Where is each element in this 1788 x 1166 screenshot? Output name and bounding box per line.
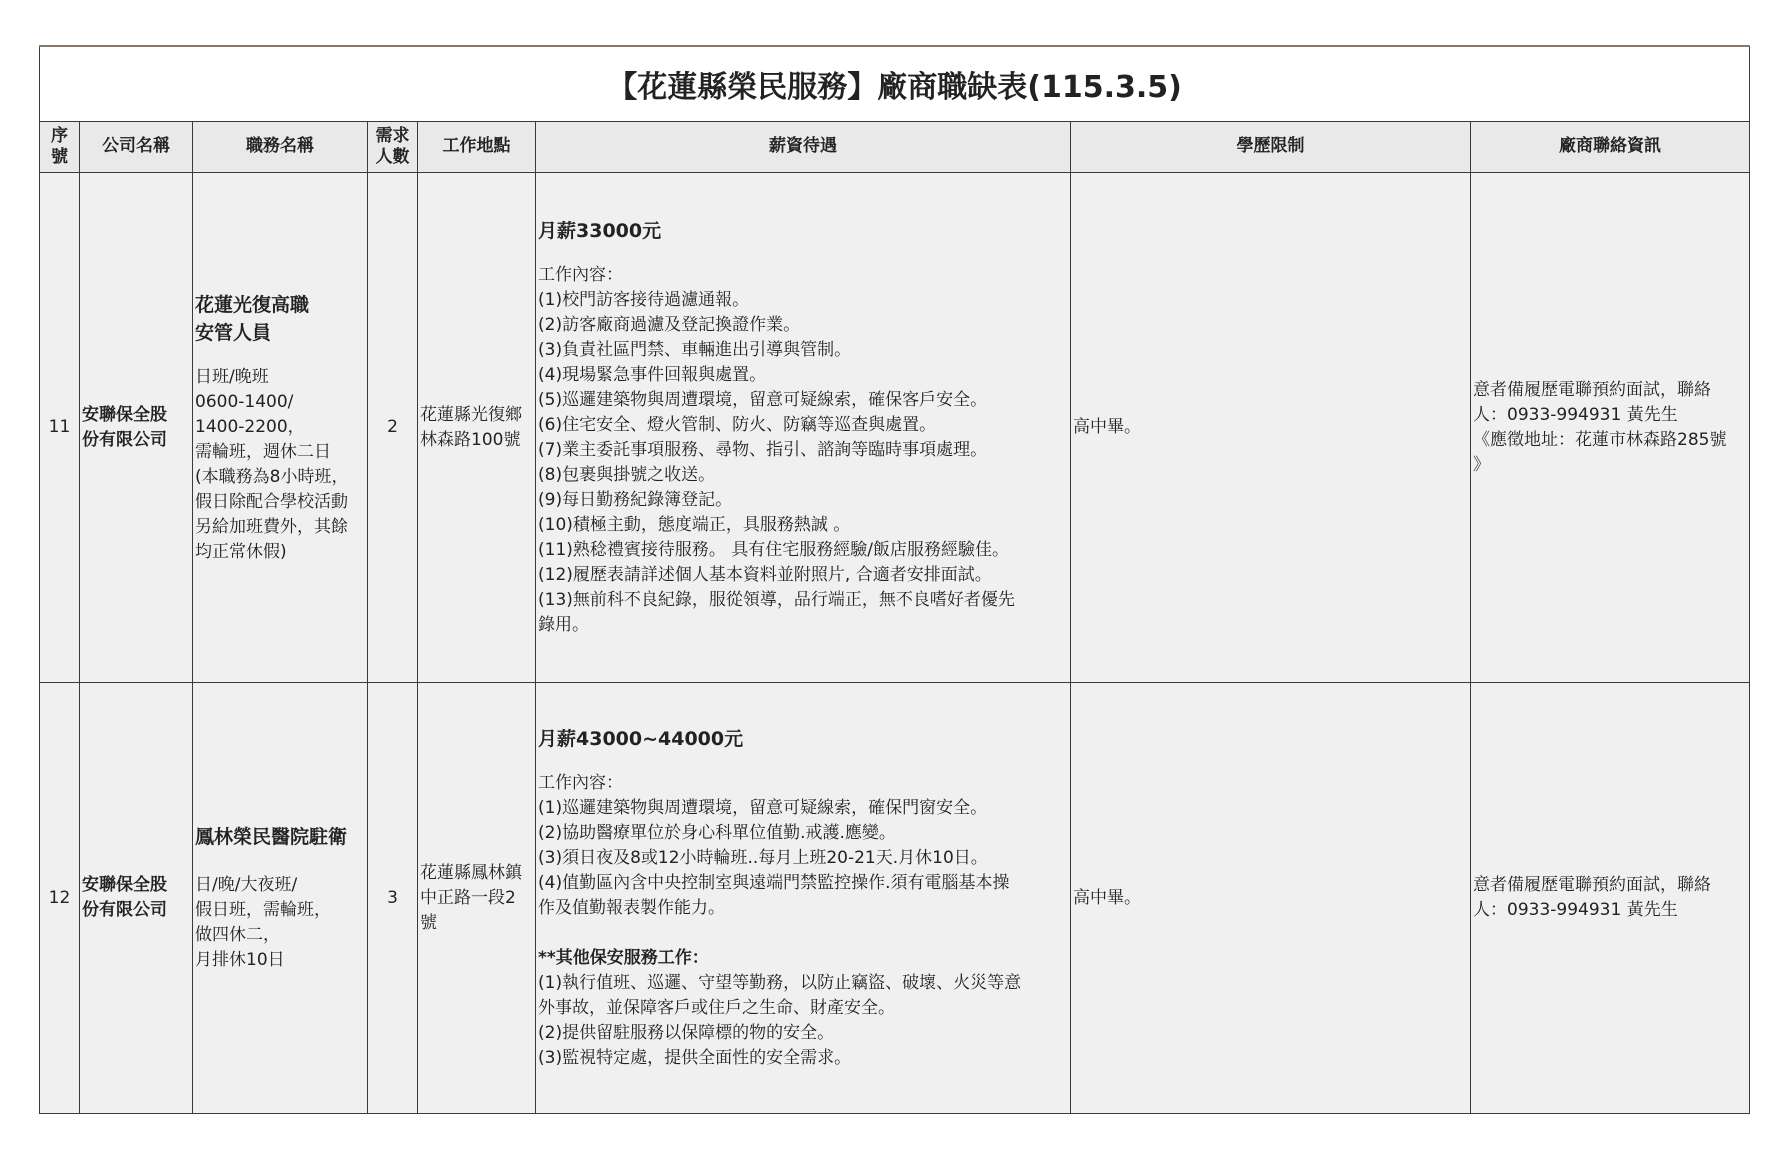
position-detail-line: 1400-2200，	[195, 416, 305, 437]
position-detail-line: 假日除配合學校活動	[195, 491, 348, 512]
position-details	[195, 873, 365, 973]
duty-line: (9)每日勤務紀錄簿登記。	[538, 490, 733, 510]
duty-line: (2)協助醫療單位於身心科單位值勤.戒護.應變。	[538, 823, 896, 843]
position-detail-line: 假日班，需輪班，	[195, 900, 331, 920]
position-detail-line: 均正常休假)	[195, 541, 287, 562]
position-title-line: 鳳林榮民醫院駐衛	[195, 826, 348, 848]
salary-cell	[536, 683, 1071, 1114]
salary-cell	[536, 173, 1071, 683]
other-duties-label: **其他保安服務工作：	[538, 948, 709, 968]
location-line: 花蓮縣光復鄉	[420, 404, 522, 425]
duty-line: (1)校門訪客接待過濾通報。	[538, 290, 750, 310]
position-title	[195, 823, 365, 851]
position-title-line: 花蓮光復高職	[195, 293, 310, 316]
duty-line: (7)業主委託事項服務、尋物、指引、諮詢等臨時事項處理。	[538, 440, 988, 460]
duty-line: (11)熟稔禮賓接待服務。 具有住宅服務經驗/飯店服務經驗佳。	[538, 540, 1010, 560]
contact-line: 人：0933-994931 黃先生	[1473, 404, 1678, 425]
duty-line: (4)現場緊急事件回報與處置。	[538, 365, 767, 385]
contact-line: 《應徵地址：花蓮市林森路285號	[1473, 429, 1727, 450]
duty-line: 作及值勤報表製作能力。	[538, 898, 725, 918]
duty-line: 錄用。	[538, 615, 589, 635]
duty-line: (12)履歷表請詳述個人基本資料並附照片, 合適者安排面試。	[538, 565, 992, 585]
location-line: 林森路100號	[420, 429, 521, 450]
duties-label: 工作內容：	[538, 265, 623, 285]
headcount: 2	[368, 173, 418, 683]
spacer	[538, 921, 1068, 946]
duty-line: (3)負責社區門禁、車輛進出引導與管制。	[538, 340, 852, 360]
work-location	[418, 173, 536, 683]
contact-line: 意者備履歷電聯預約面試，聯絡	[1473, 875, 1711, 895]
position-detail-line: 0600-1400/	[195, 391, 294, 412]
duty-line: (6)住宅安全、燈火管制、防火、防竊等巡查與處置。	[538, 415, 937, 435]
contact-line: 》	[1473, 454, 1490, 475]
company-name-line: 安聯保全股	[82, 875, 167, 895]
contact-line: 意者備履歷電聯預約面試，聯絡	[1473, 379, 1711, 400]
position-title-line: 安管人員	[195, 321, 272, 344]
header-count-line: 需求	[375, 125, 410, 146]
position-detail-line: (本職務為8小時班，	[195, 466, 349, 487]
contact-info	[1471, 173, 1750, 683]
header-count-line: 人數	[375, 147, 410, 167]
header-location: 工作地點	[418, 122, 536, 173]
position-detail-line: 月排休10日	[195, 950, 285, 970]
other-duty-line: (1)執行值班、巡邏、守望等勤務，以防止竊盜、破壞、火災等意	[538, 973, 1022, 993]
position-detail-line: 做四休二，	[195, 925, 280, 945]
education-requirement: 高中畢。	[1071, 683, 1471, 1114]
table-row	[40, 173, 1750, 683]
header-education: 學歷限制	[1071, 122, 1471, 173]
education-requirement: 高中畢。	[1071, 173, 1471, 683]
company-name-line: 份有限公司	[82, 429, 167, 450]
location-line: 中正路一段2	[420, 887, 516, 908]
contact-line: 人：0933-994931 黃先生	[1473, 900, 1678, 920]
work-location	[418, 683, 536, 1114]
position-detail-line: 需輪班，週休二日	[195, 441, 331, 462]
job-listing-sheet	[39, 45, 1749, 1114]
duty-line: (13)無前科不良紀錄，服從領導，品行端正，無不良嗜好者優先	[538, 590, 1015, 610]
header-row	[40, 122, 1750, 173]
header-contact: 廠商聯絡資訊	[1471, 122, 1750, 173]
position-detail-line: 日班/晚班	[195, 366, 269, 387]
table-title: 【花蓮縣榮民服務】廠商職缺表(115.3.5)	[40, 46, 1750, 122]
header-salary: 薪資待遇	[536, 122, 1071, 173]
other-duty-line: (2)提供留駐服務以保障標的物的安全。	[538, 1023, 835, 1043]
position-details	[195, 365, 365, 565]
header-num-line: 號	[51, 147, 68, 167]
row-number: 12	[40, 683, 80, 1114]
other-duty-line: 外事故，並保障客戶或住戶之生命、財產安全。	[538, 998, 895, 1018]
company-name-line: 份有限公司	[82, 900, 167, 920]
duty-line: (10)積極主動，態度端正，具服務熱誠 。	[538, 515, 851, 535]
header-count	[368, 122, 418, 173]
row-number: 11	[40, 173, 80, 683]
salary-amount: 月薪43000~44000元	[538, 728, 744, 750]
salary-amount: 月薪33000元	[538, 220, 662, 242]
position-title	[195, 291, 365, 347]
company-name-line: 安聯保全股	[82, 404, 167, 425]
position-cell	[193, 173, 368, 683]
header-num-line: 序	[51, 125, 68, 146]
duty-line: (4)值勤區內含中央控制室與遠端門禁監控操作.須有電腦基本操	[538, 873, 1010, 893]
other-duty-line: (3)監視特定處，提供全面性的安全需求。	[538, 1048, 852, 1068]
table-row	[40, 683, 1750, 1114]
job-table	[39, 45, 1750, 1114]
company-name	[80, 173, 193, 683]
duty-line: (2)訪客廠商過濾及登記換證作業。	[538, 315, 801, 335]
location-line: 花蓮縣鳳林鎮	[420, 862, 522, 883]
headcount: 3	[368, 683, 418, 1114]
duties-label: 工作內容：	[538, 773, 623, 793]
duty-line: (1)巡邏建築物與周遭環境，留意可疑線索，確保門窗安全。	[538, 798, 988, 818]
header-position: 職務名稱	[193, 122, 368, 173]
header-num	[40, 122, 80, 173]
contact-info	[1471, 683, 1750, 1114]
duty-line: (8)包裹與掛號之收送。	[538, 465, 716, 485]
position-detail-line: 日/晚/大夜班/	[195, 875, 298, 895]
header-company: 公司名稱	[80, 122, 193, 173]
location-line: 號	[420, 912, 437, 933]
duty-line: (5)巡邏建築物與周遭環境，留意可疑線索，確保客戶安全。	[538, 390, 988, 410]
duty-line: (3)須日夜及8或12小時輪班..每月上班20-21天.月休10日。	[538, 848, 988, 868]
position-cell	[193, 683, 368, 1114]
position-detail-line: 另給加班費外，其餘	[195, 516, 348, 537]
company-name	[80, 683, 193, 1114]
